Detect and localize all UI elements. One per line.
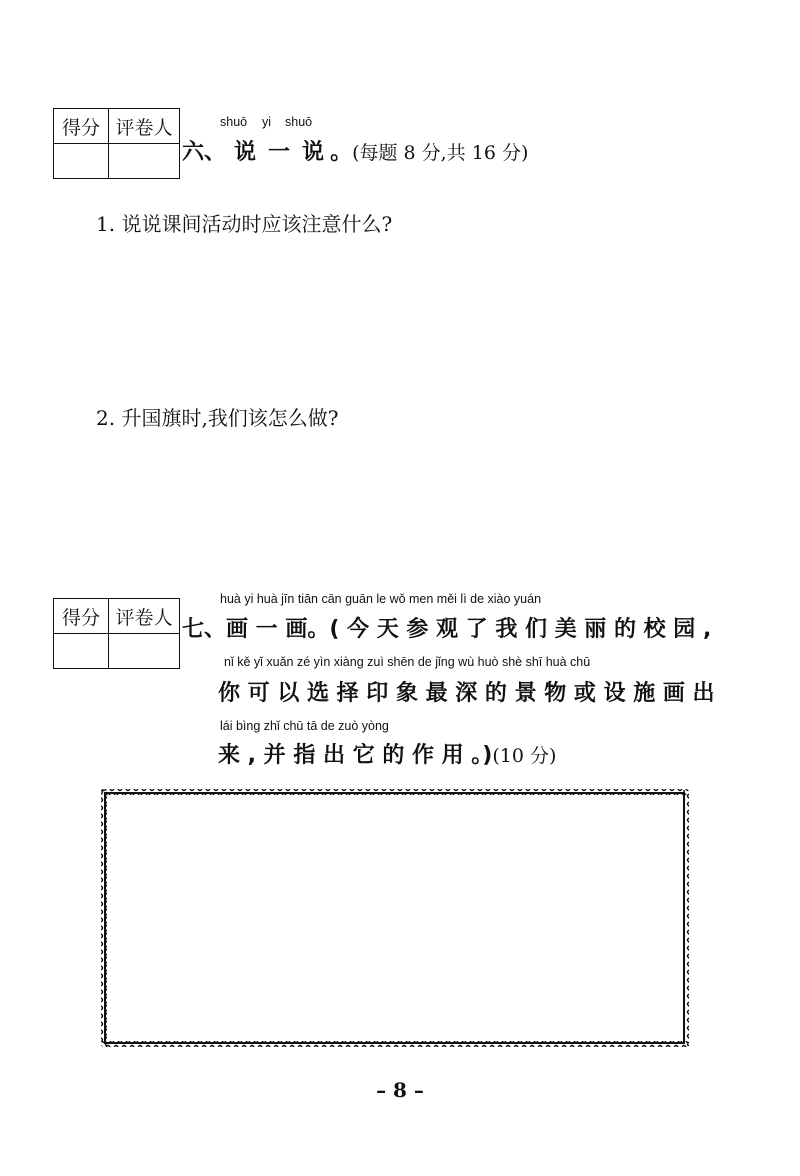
section-7-line-2-pinyin: nǐ kě yǐ xuǎn zé yìn xiàng zuì shēn de jǐng wù huò shè shī huà chū	[224, 655, 591, 669]
section-7-line-3	[218, 738, 556, 769]
grader-cell[interactable]	[109, 634, 180, 669]
grader-label: 评卷人	[109, 109, 180, 144]
section-6-char-3: 说	[302, 140, 325, 165]
score-cell[interactable]	[54, 144, 109, 179]
grader-label: 评卷人	[109, 599, 180, 634]
section-7-line-3-text: 来 , 并 指 出 它 的 作 用 。)	[218, 743, 493, 768]
section-6-pinyin-1: shuō	[220, 115, 248, 129]
score-label: 得分	[54, 599, 109, 634]
section-6-pinyin-2: yi	[262, 115, 272, 129]
section-7-line-2: 你 可 以 选 择 印 象 最 深 的 景 物 或 设 施 画 出	[218, 681, 715, 706]
question-1: 1. 说说课间活动时应该注意什么?	[96, 212, 393, 236]
section-6-char-2: 一	[268, 140, 291, 165]
section-7-line-3-pinyin: lái bìng zhǐ chū tā de zuò yòng	[220, 719, 389, 733]
section-6-period: 。	[330, 140, 353, 165]
score-cell[interactable]	[54, 634, 109, 669]
page-number: – 8 –	[376, 1078, 424, 1102]
grader-cell[interactable]	[109, 144, 180, 179]
drawing-area[interactable]	[104, 792, 685, 1044]
section-6-note: (每题 8 分,共 16 分)	[352, 142, 529, 164]
score-label: 得分	[54, 109, 109, 144]
section-7-line-1-pinyin: huà yi huà jīn tiān cān guān le wǒ men měi lì de xiào yuán	[220, 592, 542, 606]
section-7-line-1: 七、画 一 画。( 今 天 参 观 了 我 们 美 丽 的 校 园 ,	[182, 617, 712, 642]
score-table-section-7	[53, 598, 180, 669]
section-6-heading	[182, 135, 528, 166]
section-6-pinyin-3: shuō	[285, 115, 313, 129]
question-2: 2. 升国旗时,我们该怎么做?	[96, 406, 339, 430]
section-6-char-1: 说	[234, 140, 257, 165]
section-6-number: 六、	[182, 140, 227, 165]
score-table-section-6	[53, 108, 180, 179]
section-7-note: (10 分)	[492, 745, 557, 767]
